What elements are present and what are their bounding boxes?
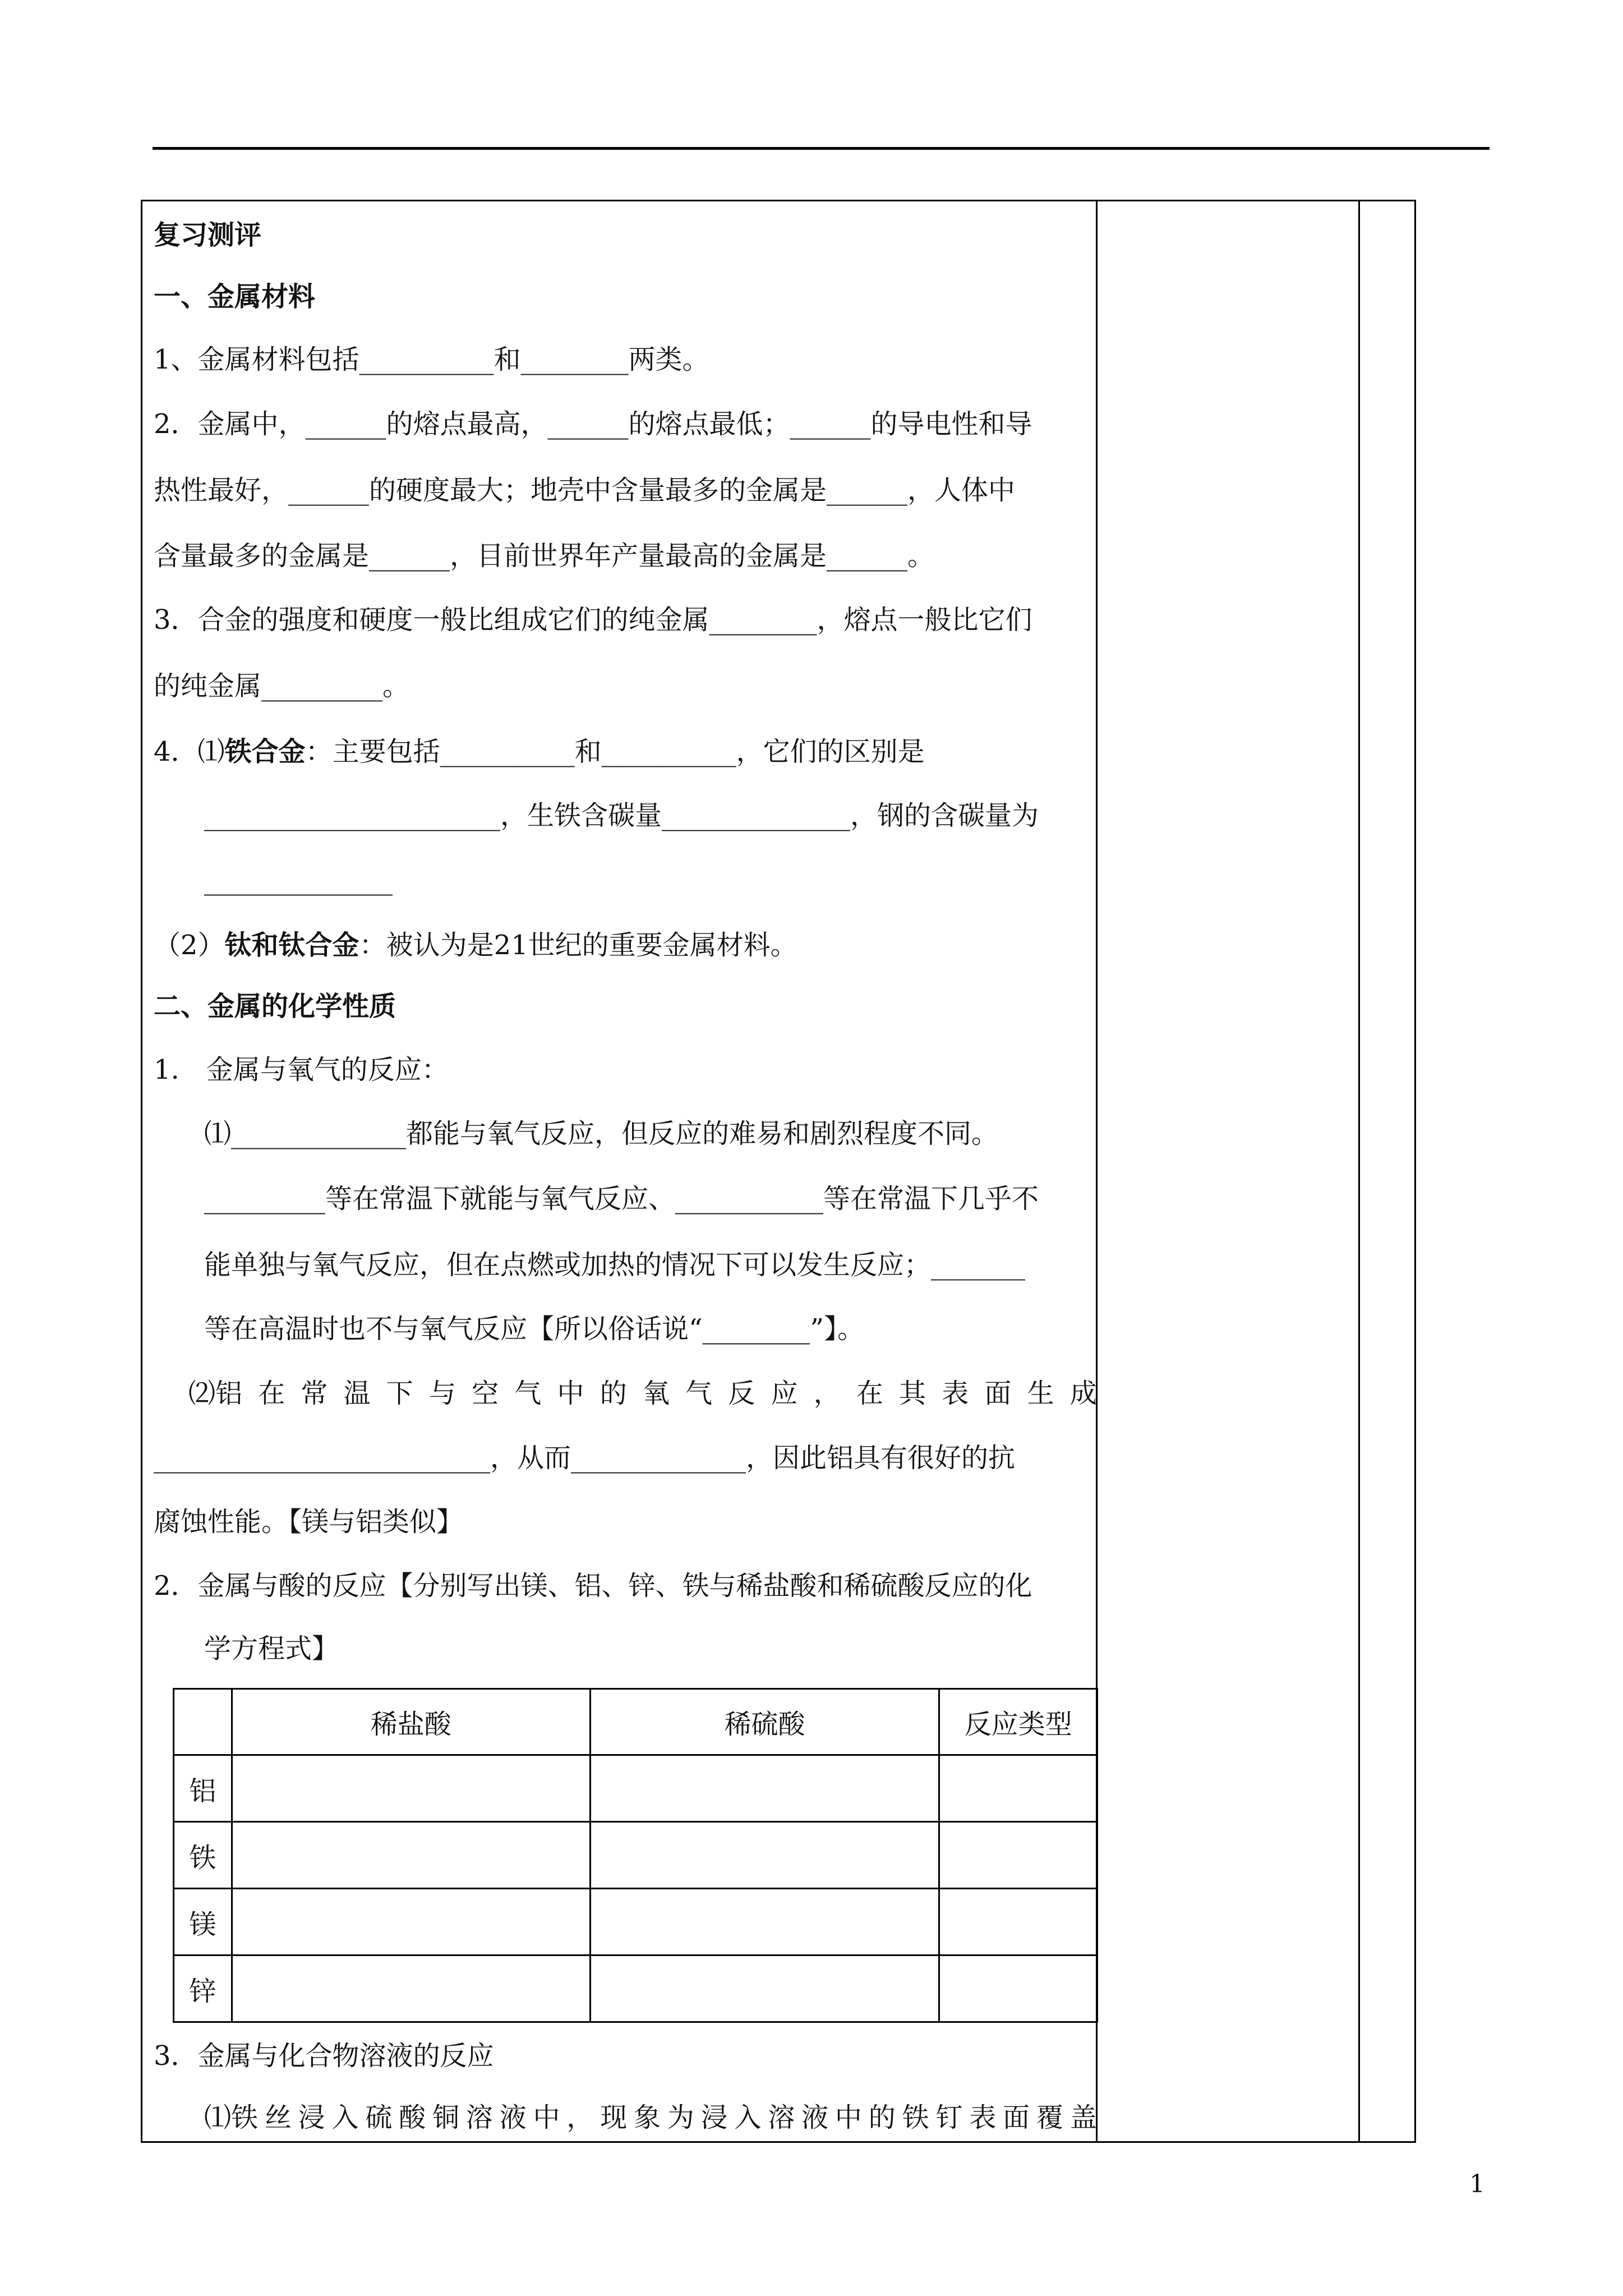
- question-1[interactable]: 1、金属材料包括__________和________两类。: [154, 344, 709, 375]
- question-4-prefix: 4．⑴: [154, 736, 225, 767]
- iron-alloy-label: 铁合金: [224, 736, 306, 767]
- answer-cell[interactable]: [939, 1822, 1098, 1889]
- oxygen-reaction-line-2[interactable]: _________等在常温下就能与氧气反应、___________等在常温下几乎不: [204, 1183, 1039, 1214]
- worksheet-main-cell: [154, 201, 1230, 2141]
- section-heading: 二、金属的化学性质: [154, 991, 396, 1022]
- answer-cell[interactable]: [939, 1755, 1098, 1822]
- answer-cell[interactable]: [590, 1955, 939, 2022]
- question-4b-text: ：被认为是21世纪的重要金属材料。: [359, 930, 797, 961]
- table-row: [174, 1955, 1098, 2022]
- aluminum-reaction-line-2[interactable]: _________________________，从而_____________，因此铝具有很好的抗: [154, 1442, 1016, 1474]
- table-header-cell: [174, 1689, 232, 1755]
- question-4-text: ：主要包括__________和__________，它们的区别是: [305, 736, 925, 767]
- table-row: [174, 1822, 1098, 1889]
- answer-cell[interactable]: [939, 1889, 1098, 1955]
- question-2-line-1[interactable]: 2．金属中，______的熔点最高，______的熔点最低；______的导电性和导: [154, 408, 1032, 440]
- metal-label: 铝: [174, 1755, 232, 1822]
- question-4-line-3[interactable]: ______________: [204, 864, 393, 896]
- answer-cell[interactable]: [232, 1955, 590, 2022]
- answer-cell[interactable]: [590, 1822, 939, 1889]
- oxygen-reaction-line-3[interactable]: 能单独与氧气反应，但在点燃或加热的情况下可以发生反应；_______: [204, 1249, 1026, 1281]
- acid-reaction-table: [173, 1688, 1098, 2023]
- worksheet-table: [141, 200, 1416, 2143]
- table-header-cell: 反应类型: [939, 1689, 1098, 1755]
- table-row: [174, 1755, 1098, 1822]
- question-4b-prefix: （2）: [154, 930, 225, 961]
- acid-reaction-line-2: 学方程式】: [204, 1633, 339, 1664]
- metal-label: 镁: [174, 1889, 232, 1955]
- question-4-line-1[interactable]: [154, 735, 925, 769]
- section-2-question-1: 1. 金属与氧气的反应：: [154, 1054, 449, 1085]
- answer-cell[interactable]: [232, 1822, 590, 1889]
- table-header-cell: 稀盐酸: [232, 1689, 590, 1755]
- table-header-row: [174, 1689, 1098, 1755]
- question-3-line-2[interactable]: 的纯金属_________。: [154, 670, 410, 702]
- metal-label: 铁: [174, 1822, 232, 1889]
- table-header-cell: 稀硫酸: [590, 1689, 939, 1755]
- column-divider: [1358, 201, 1360, 2141]
- solution-reaction-line-1: ⑴铁 丝 浸 入 硫 酸 铜 溶 液 中 ， 现 象 为 浸 入 溶 液 中 的 铁 钉 表 面 覆 盖: [204, 2102, 1097, 2133]
- answer-cell[interactable]: [232, 1755, 590, 1822]
- solution-reaction-heading: 3．金属与化合物溶液的反应: [154, 2040, 494, 2072]
- header-rule: [153, 147, 1490, 150]
- answer-cell[interactable]: [590, 1755, 939, 1822]
- question-2-line-3[interactable]: 含量最多的金属是______，目前世界年产量最高的金属是______。: [154, 540, 935, 572]
- table-row: [174, 1889, 1098, 1955]
- oxygen-reaction-line-1[interactable]: ⑴_____________都能与氧气反应，但反应的难易和剧烈程度不同。: [204, 1118, 999, 1149]
- aluminum-reaction-line-3: 腐蚀性能。【镁与铝类似】: [154, 1506, 464, 1538]
- page-number: 1: [1469, 2170, 1485, 2198]
- metal-label: 锌: [174, 1955, 232, 2022]
- answer-cell[interactable]: [232, 1889, 590, 1955]
- aluminum-reaction-line-1: ⑵铝 在 常 温 下 与 空 气 中 的 氧 气 反 应 ， 在 其 表 面 生 成: [188, 1378, 1097, 1409]
- question-2-line-2[interactable]: 热性最好，______的硬度最大；地壳中含量最多的金属是______，人体中: [154, 475, 1016, 506]
- answer-cell[interactable]: [590, 1889, 939, 1955]
- question-3-line-1[interactable]: 3．合金的强度和硬度一般比组成它们的纯金属________，熔点一般比它们: [154, 604, 1032, 636]
- oxygen-reaction-line-4[interactable]: 等在高温时也不与氧气反应【所以俗话说“________”】。: [204, 1313, 865, 1345]
- question-4b: [154, 928, 797, 962]
- answer-cell[interactable]: [939, 1955, 1098, 2022]
- page-heading: 复习测评: [154, 219, 262, 251]
- section-heading: 一、金属材料: [154, 281, 316, 312]
- titanium-label: 钛和钛合金: [224, 930, 359, 961]
- acid-reaction-line-1: 2．金属与酸的反应【分别写出镁、铝、锌、铁与稀盐酸和稀硫酸反应的化: [154, 1570, 1032, 1602]
- question-4-line-2[interactable]: ______________________，生铁含碳量______________，钢的含碳量为: [204, 800, 1039, 831]
